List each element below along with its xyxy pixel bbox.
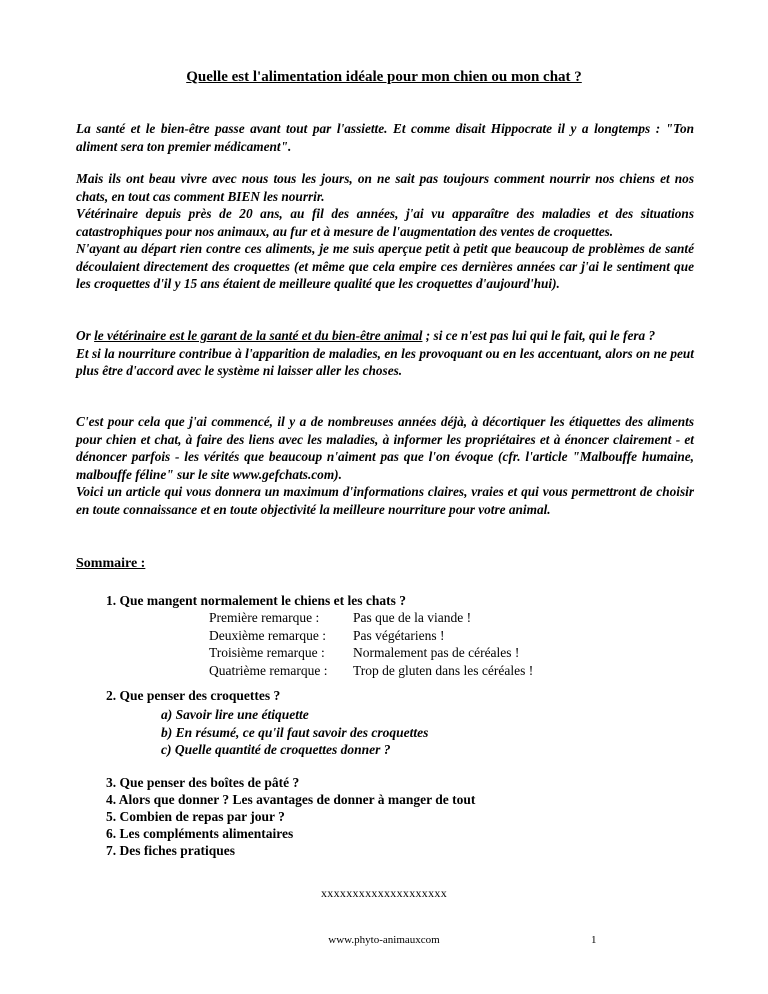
paragraph-text: N'ayant au départ rien contre ces aliments, je me suis aperçue petit à petit que beaucoup de problèmes de santé découlaient directement des croquettes (et même que cela empire ces dernières années car j'ai le sentiment que les croquettes d'il y 15 ans étaient de meilleure qualité que les croquettes d'aujourd'hui).: [76, 241, 694, 291]
toc-subitem: a) Savoir lire une étiquette: [161, 707, 309, 722]
sommaire-heading: Sommaire :: [76, 556, 146, 571]
underlined-phrase: le vétérinaire est le garant de la santé et du bien-être animal: [94, 328, 423, 343]
toc-list: [106, 774, 475, 859]
paragraph-text: Et si la nourriture contribue à l'apparition de maladies, en les provoquant ou en les accentuant, alors on ne peut plus être d'accord avec le système ni laisser aller les choses.: [76, 345, 694, 378]
intro-paragraph: [76, 327, 694, 380]
remark-text: Pas végétariens !: [353, 627, 445, 643]
paragraph-text: [76, 327, 694, 345]
paragraph-text: Voici un article qui vous donnera un maximum d'informations claires, vraies et qui vous permettront de choisir en toute connaissance et en toute objectivité la meilleure nourriture pour votre animal.: [76, 484, 694, 517]
page-number: 1: [591, 934, 597, 946]
paragraph-text: La santé et le bien-être passe avant tout par l'assiette. Et comme disait Hippocrate il y a longtemps : "Ton aliment sera ton premier médicament".: [76, 121, 694, 154]
toc-subitem: c) Quelle quantité de croquettes donner ?: [161, 742, 391, 757]
toc-item: 3. Que penser des boîtes de pâté ?: [106, 775, 300, 790]
remark-text: Pas que de la viande !: [353, 610, 472, 625]
remarks-list: [209, 609, 533, 679]
toc-item: 6. Les compléments alimentaires: [106, 826, 294, 841]
toc-subitem: b) En résumé, ce qu'il faut savoir des croquettes: [161, 724, 429, 740]
toc-item: 4. Alors que donner ? Les avantages de donner à manger de tout: [106, 792, 476, 807]
toc-item: 5. Combien de repas par jour ?: [106, 809, 285, 824]
remark-text: Normalement pas de céréales !: [353, 645, 520, 660]
remark-label: Quatrième remarque :: [209, 662, 328, 678]
paragraph-text: Vétérinaire depuis près de 20 ans, au fil des années, j'ai vu apparaître des maladies et des situations catastrophiques pour nos animaux, au fur et à mesure de l'augmentation des ventes de croquettes.: [76, 206, 694, 239]
remark-text: Trop de gluten dans les céréales !: [353, 662, 534, 678]
intro-paragraph: [76, 120, 694, 155]
intro-paragraph: [76, 413, 694, 518]
remark-label: Troisième remarque :: [209, 645, 325, 660]
remark-label: Première remarque :: [209, 610, 320, 625]
footer-url: www.phyto-animauxcom: [328, 934, 440, 946]
toc-item: 2. Que penser des croquettes ?: [106, 688, 281, 703]
paragraph-text: ; si ce n'est pas lui qui le fait, qui le fera ?: [422, 328, 656, 343]
remark-row: [209, 609, 533, 627]
toc-item: 7. Des fiches pratiques: [106, 843, 235, 858]
remark-row: [209, 644, 533, 662]
remark-row: [209, 662, 533, 680]
document-title: Quelle est l'alimentation idéale pour mon chien ou mon chat ?: [186, 69, 582, 85]
separator-line: xxxxxxxxxxxxxxxxxxxx: [321, 886, 447, 900]
paragraph-text: Mais ils ont beau vivre avec nous tous les jours, on ne sait pas toujours comment nourrir nos chiens et nos chats, en tout cas comment BIEN les nourrir.: [76, 171, 694, 204]
remark-label: Deuxième remarque :: [209, 627, 326, 643]
paragraph-text: Or: [76, 328, 95, 343]
paragraph-text: C'est pour cela que j'ai commencé, il y a de nombreuses années déjà, à décortiquer les étiquettes des aliments pour chien et chat, à faire des liens avec les maladies, à informer les propriétaires et à énoncer clairement - et dénoncer parfois - les vérités que beaucoup n'aiment pas que l'on évoque (cfr. l'article "Malbouffe humaine, malbouffe féline" sur le site www.gefchats.com).: [76, 414, 694, 482]
toc-subitems: [161, 706, 428, 759]
toc-item: 1. Que mangent normalement le chiens et les chats ?: [106, 593, 406, 608]
remark-row: [209, 627, 533, 645]
intro-paragraph: [76, 170, 694, 293]
